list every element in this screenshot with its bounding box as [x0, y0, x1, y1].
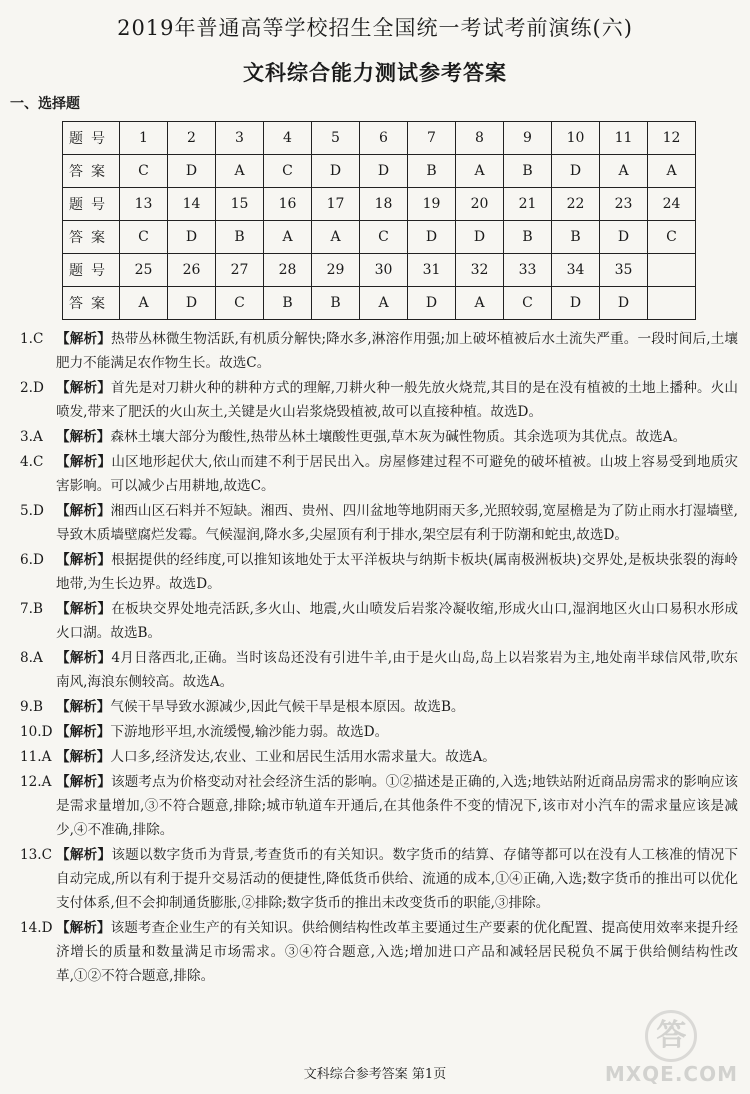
page-footer: 文科综合参考答案 第1页 — [303, 1067, 447, 1082]
row-label-question: 题号 — [63, 254, 120, 287]
table-row-question-numbers — [63, 254, 696, 287]
question-number-cell: 2 — [168, 122, 216, 155]
table-row-question-numbers — [63, 122, 696, 155]
answer-cell: B — [504, 155, 552, 188]
question-number-cell: 26 — [168, 254, 216, 287]
question-number-cell: 19 — [408, 188, 456, 221]
question-number-cell: 25 — [120, 254, 168, 287]
answer-cell: D — [168, 287, 216, 320]
item-number: 8.A — [20, 650, 43, 666]
question-number-cell: 16 — [264, 188, 312, 221]
question-number-cell: 7 — [408, 122, 456, 155]
answer-cell: B — [216, 221, 264, 254]
question-number-cell: 11 — [600, 122, 648, 155]
item-text: 该题以数字货币为背景,考查货币的有关知识。数字货币的结算、存储等都可以在没有人工核准的情况下自动完成,所以有利于提升交易活动的便捷性,降低货币供给、流通的成本,①④正确,入选;数字货币的推出可以优化支付体系,但不会抑制通货膨胀,②排除;数字货币的推出未改变货币的职能,③排除。 — [56, 847, 738, 911]
item-text: 气候干旱导致水源减少,因此气候干旱是根本原因。故选B。 — [110, 699, 465, 715]
item-text: 在板块交界处地壳活跃,多火山、地震,火山喷发后岩浆冷凝收缩,形成火山口,湿润地区火山口易积水形成火口湖。故选B。 — [56, 601, 739, 641]
question-number-cell: 1 — [120, 122, 168, 155]
question-number-cell: 31 — [408, 254, 456, 287]
item-text: 4月日落西北,正确。当时该岛还没有引进牛羊,由于是火山岛,岛上以岩浆岩为主,地处南半球信风带,吹东南风,海浪东侧较高。故选A。 — [56, 650, 738, 690]
explanation-item — [20, 548, 738, 596]
answer-cell: A — [120, 287, 168, 320]
explanation-item — [20, 646, 738, 694]
question-number-cell: 12 — [648, 122, 696, 155]
question-number-cell: 6 — [360, 122, 408, 155]
item-number: 3.A — [20, 429, 43, 445]
answer-cell: D — [552, 155, 600, 188]
answer-cell: D — [600, 221, 648, 254]
item-tag: 【解析】 — [56, 749, 111, 765]
item-text: 人口多,经济发达,农业、工业和居民生活用水需求量大。故选A。 — [110, 749, 496, 765]
question-number-cell: 17 — [312, 188, 360, 221]
answer-table — [62, 121, 696, 320]
answer-cell: D — [456, 221, 504, 254]
item-tag: 【解析】 — [56, 847, 112, 863]
item-number: 11.A — [20, 749, 52, 765]
page-subtitle: 文科综合能力测试参考答案 — [243, 61, 507, 85]
question-number-cell: 34 — [552, 254, 600, 287]
row-label-question: 题号 — [63, 188, 120, 221]
answer-cell: D — [600, 287, 648, 320]
item-text: 湘西山区石料并不短缺。湘西、贵州、四川盆地等地阴雨天多,光照较弱,宽屋檐是为了防止雨水打湿墙壁,导致木质墙壁腐烂发霉。气候湿润,降水多,尖屋顶有利于排水,架空层有利于防潮和蛇虫,故选D。 — [56, 503, 738, 543]
answer-cell: C — [120, 221, 168, 254]
item-text: 山区地形起伏大,依山而建不利于居民出入。房屋修建过程不可避免的破坏植被。山坡上容易受到地质灾害影响。可以减少占用耕地,故选C。 — [56, 454, 738, 494]
question-number-cell: 22 — [552, 188, 600, 221]
question-number-cell: 15 — [216, 188, 264, 221]
watermark-text: MXQE.COM — [604, 1062, 738, 1086]
section-title: 一、选择题 — [10, 96, 80, 112]
explanation-item — [20, 425, 738, 449]
question-number-cell: 4 — [264, 122, 312, 155]
explanation-item — [20, 916, 738, 988]
item-tag: 【解析】 — [56, 601, 112, 617]
item-number: 5.D — [20, 503, 44, 519]
explanation-item — [20, 597, 738, 645]
explanation-item — [20, 745, 738, 769]
row-label-answer: 答案 — [63, 221, 120, 254]
page-title: 2019年普通高等学校招生全国统一考试考前演练(六) — [117, 16, 633, 40]
row-label-answer: 答案 — [63, 287, 120, 320]
answer-cell: C — [216, 287, 264, 320]
question-number-cell: 21 — [504, 188, 552, 221]
question-number-cell: 29 — [312, 254, 360, 287]
question-number-cell: 20 — [456, 188, 504, 221]
answer-cell: A — [312, 221, 360, 254]
item-number: 10.D — [20, 724, 53, 740]
answer-cell: D — [312, 155, 360, 188]
item-tag: 【解析】 — [56, 699, 111, 715]
question-number-cell: 13 — [120, 188, 168, 221]
answer-cell: C — [264, 155, 312, 188]
table-row-question-numbers — [63, 188, 696, 221]
item-number: 6.D — [20, 552, 44, 568]
answer-cell: D — [408, 221, 456, 254]
answer-cell: A — [360, 287, 408, 320]
item-tag: 【解析】 — [56, 454, 112, 470]
table-row-answers — [63, 287, 696, 320]
question-number-cell: 28 — [264, 254, 312, 287]
answer-cell: D — [408, 287, 456, 320]
answer-cell: B — [504, 221, 552, 254]
question-number-cell: 23 — [600, 188, 648, 221]
question-number-cell: 35 — [600, 254, 648, 287]
item-text: 热带丛林微生物活跃,有机质分解快;降水多,淋溶作用强;加上破坏植被后水土流失严重。一段时间后,土壤肥力不能满足农作物生长。故选C。 — [56, 331, 739, 371]
answer-cell: D — [168, 155, 216, 188]
answer-cell: C — [504, 287, 552, 320]
item-number: 2.D — [20, 380, 44, 396]
question-number-cell: 3 — [216, 122, 264, 155]
row-label-question: 题号 — [63, 122, 120, 155]
item-tag: 【解析】 — [56, 429, 111, 445]
item-tag: 【解析】 — [56, 650, 112, 666]
item-tag: 【解析】 — [56, 503, 111, 519]
explanation-item — [20, 450, 738, 498]
answer-cell: A — [456, 155, 504, 188]
item-number: 14.D — [20, 920, 53, 936]
row-label-answer: 答案 — [63, 155, 120, 188]
question-number-cell: 9 — [504, 122, 552, 155]
item-number: 1.C — [20, 331, 44, 347]
explanations-list — [20, 327, 738, 989]
item-text: 该题考查企业生产的有关知识。供给侧结构性改革主要通过生产要素的优化配置、提高使用效率来提升经济增长的质量和数量满足市场需求。③④符合题意,入选;增加进口产品和减轻居民税负不属于供给侧结构性改革,①②不符合题意,排除。 — [56, 920, 739, 984]
answer-cell: C — [648, 221, 696, 254]
item-text: 下游地形平坦,水流缓慢,输沙能力弱。故选D。 — [110, 724, 389, 740]
item-text: 森林土壤大部分为酸性,热带丛林土壤酸性更强,草木灰为碱性物质。其余选项为其优点。故选A。 — [110, 429, 687, 445]
answer-cell: B — [552, 221, 600, 254]
explanation-item — [20, 695, 738, 719]
question-number-cell: 5 — [312, 122, 360, 155]
answer-cell: B — [312, 287, 360, 320]
answer-cell: D — [168, 221, 216, 254]
question-number-cell: 14 — [168, 188, 216, 221]
explanation-item — [20, 720, 738, 744]
table-row-answers — [63, 155, 696, 188]
answer-cell: B — [264, 287, 312, 320]
explanation-item — [20, 770, 738, 842]
question-number-cell — [648, 254, 696, 287]
item-number: 13.C — [20, 847, 53, 863]
item-text: 根据提供的经纬度,可以推知该地处于太平洋板块与纳斯卡板块(属南极洲板块)交界处,是板块张裂的海岭地带,为生长边界。故选D。 — [56, 552, 739, 592]
watermark-mark: 答 — [645, 1010, 697, 1062]
answer-cell: C — [360, 221, 408, 254]
item-tag: 【解析】 — [56, 920, 111, 936]
item-text: 首先是对刀耕火种的耕种方式的理解,刀耕火种一般先放火烧荒,其目的是在没有植被的土地上播种。火山喷发,带来了肥沃的火山灰土,关键是火山岩浆烧毁植被,故可以直接种植。故选D。 — [56, 380, 739, 420]
table-row-answers — [63, 221, 696, 254]
question-number-cell: 33 — [504, 254, 552, 287]
question-number-cell: 27 — [216, 254, 264, 287]
item-tag: 【解析】 — [56, 774, 111, 790]
explanation-item — [20, 843, 738, 915]
answer-cell: A — [216, 155, 264, 188]
explanation-item — [20, 499, 738, 547]
item-tag: 【解析】 — [56, 552, 112, 568]
answer-cell: A — [264, 221, 312, 254]
item-text: 该题考点为价格变动对社会经济生活的影响。①②描述是正确的,入选;地铁站附近商品房需求的影响应该是需求量增加,③不符合题意,排除;城市轨道车开通后,在其他条件不变的情况下,该市对小汽车的需求量应该是减少,④不准确,排除。 — [56, 774, 738, 838]
watermark-logo — [605, 1010, 738, 1086]
question-number-cell: 24 — [648, 188, 696, 221]
item-tag: 【解析】 — [56, 380, 111, 396]
question-number-cell: 10 — [552, 122, 600, 155]
question-number-cell: 8 — [456, 122, 504, 155]
item-number: 4.C — [20, 454, 44, 470]
question-number-cell: 30 — [360, 254, 408, 287]
explanation-item — [20, 327, 738, 375]
item-number: 9.B — [20, 699, 43, 715]
answer-cell: B — [408, 155, 456, 188]
question-number-cell: 18 — [360, 188, 408, 221]
item-number: 7.B — [20, 601, 43, 617]
item-tag: 【解析】 — [56, 724, 111, 740]
answer-cell: A — [600, 155, 648, 188]
answer-cell: D — [552, 287, 600, 320]
question-number-cell: 32 — [456, 254, 504, 287]
explanation-item — [20, 376, 738, 424]
answer-cell: D — [360, 155, 408, 188]
answer-cell: A — [456, 287, 504, 320]
answer-cell: C — [120, 155, 168, 188]
item-number: 12.A — [20, 774, 52, 790]
item-tag: 【解析】 — [56, 331, 111, 347]
answer-cell: A — [648, 155, 696, 188]
answer-cell — [648, 287, 696, 320]
